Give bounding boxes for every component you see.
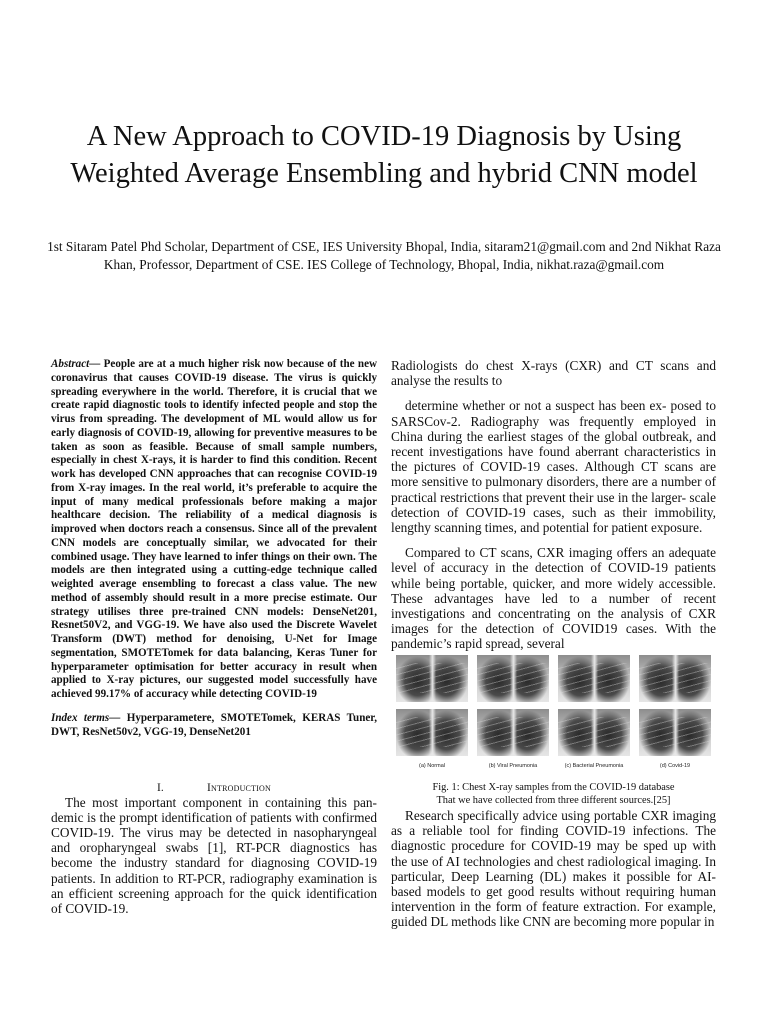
xray-image xyxy=(396,655,468,702)
figure-caption-line-1: Fig. 1: Chest X-ray samples from the COVID-19 database xyxy=(432,782,675,793)
figure-caption xyxy=(391,782,716,807)
panel-caption: (b) Viral Pneumonia xyxy=(488,763,538,769)
figure-xray-grid xyxy=(396,655,718,775)
xray-image xyxy=(558,655,630,702)
right-column xyxy=(391,358,716,652)
section-title: Introduction xyxy=(206,781,271,794)
figure-caption-line-2: That we have collected from three different sources.[25] xyxy=(436,794,671,806)
xray-image xyxy=(639,655,711,702)
xray-row-bottom xyxy=(396,709,718,756)
paper-title: A New Approach to COVID-19 Diagnosis by Using Weighted Average Ensembling and hybrid CNN model xyxy=(70,121,698,189)
xray-image xyxy=(477,709,549,756)
abstract xyxy=(51,358,377,702)
right-paragraph-3: Compared to CT scans, CXR imaging offers an adequate level of accuracy in the detection of COVID-19 patients while being portable, quicker, and more widely accessible. These advantages have led to a number of recent investigations and concentrating on the analysis of CXR images for the detection of COVID19 cases. With the pandemic’s rapid spread, several xyxy=(391,545,716,652)
right-paragraph-1: Radiologists do chest X-rays (CXR) and CT scans and analyse the results to xyxy=(391,358,716,389)
right-paragraph-2: determine whether or not a suspect has been ex- posed to SARSCov-2. Radiography was frequently employed in China during the earliest stages of the global outbreak, and recent investigations have found aberrant characteristics in the pictures of COVID-19 cases. Although CT scans are more sensitive to pulmonary disorders, there are a number of practical restrictions that prevent their use in the larger- scale detection of COVID-19 cases, such as their immobility, lengthy scanning times, and potential for patient exposure. xyxy=(391,398,716,536)
panel-caption: (d) Covid-19 xyxy=(659,763,691,769)
panel-caption: (c) Bacterial Pneumonia xyxy=(564,763,624,769)
xray-image xyxy=(477,655,549,702)
index-terms xyxy=(51,712,377,740)
xray-image xyxy=(396,709,468,756)
index-terms-label: Index terms— xyxy=(51,711,121,724)
xray-row-top xyxy=(396,655,718,702)
panel-caption: (a) Normal xyxy=(419,763,445,769)
intro-paragraph: The most important component in containing this pan- demic is the prompt identification of patients with confirmed COVID-19. The virus may be detected in nasopharyngeal and oropharyngeal swabs [1], RT-PCR diagnostics has become the industry standard for diagnosing COVID-19 patients. In addition to RT-PCR, radiography examination is an efficient screening approach for the quick identification of COVID-19. xyxy=(51,794,377,916)
section-number: I. xyxy=(156,781,164,794)
abstract-label: Abstract— xyxy=(51,358,101,370)
xray-image xyxy=(639,709,711,756)
abstract-text: People are at a much higher risk now because of the new coronavirus that causes COVID-19 disease. The virus is quickly spreading everywhere in the world. Therefore, it is crucial that we create rapid diagnostic tools to identify infected people and stop the virus from spreading. The development of ML would allow us for early diagnosis of COVID-19, allowing for preventive measures to be taken as soon as feasible. Because of small sample numbers, especially in chest X-rays, it is harder to find this condition. Recent work has developed CNN approaches that can recognise COVID-19 from X-ray images. In the real world, it’s preferable to acquire the input of many medical professionals before making a major healthcare decision. The reliability of a medical diagnosis is improved when doctors reach a consensus. Since all of the prevalent CNN models are conceptually similar, we advocated for their combined usage. They have learned to infer things on their own. The models are then integrated using a cutting-edge technique called weighted average ensembling to forecast a class value. The new method of assembly should result in a more precise estimate. Our strategy utilises three pre-trained CNN models: DenseNet201, Resnet50V2, and VGG-19. We have also used the Discrete Wavelet Transform (DWT) method for denoising, U-Net for Image segmentation, SMOTETomek for data balancing, Keras Tuner for hyperparameter optimisation for better accuracy in result when applied to X-ray pictures, our suggested model successfully have achieved 99.17% of accuracy while detecting COVID-19 xyxy=(51,358,377,700)
index-terms-text: Hyperparametere, SMOTETomek, KERAS Tuner, DWT, ResNet50v2, VGG-19, DenseNet201 xyxy=(51,711,377,738)
author-block: 1st Sitaram Patel Phd Scholar, Department of CSE, IES University Bhopal, India, sitaram21@gmail.com and 2nd Nikhat Raza Khan, Professor, Department of CSE. IES College of Technology, Bhopal, India, nikhat.raza@gmail.com xyxy=(47,239,721,272)
right-column-lower xyxy=(391,808,716,930)
right-paragraph-4: Research specifically advice using portable CXR imaging as a reliable tool for finding COVID-19 infections. The diagnostic procedure for COVID-19 may be sped up with the use of AI technologies and chest radiological imaging. In particular, Deep Learning (DL) makes it possible for AI-based models to get good results without requiring human intervention in the form of feature extraction. For example, guided DL methods like CNN are becoming more popular in xyxy=(391,808,716,930)
panel-captions xyxy=(396,763,718,769)
left-column xyxy=(51,358,377,916)
section-heading xyxy=(51,781,377,795)
xray-image xyxy=(558,709,630,756)
